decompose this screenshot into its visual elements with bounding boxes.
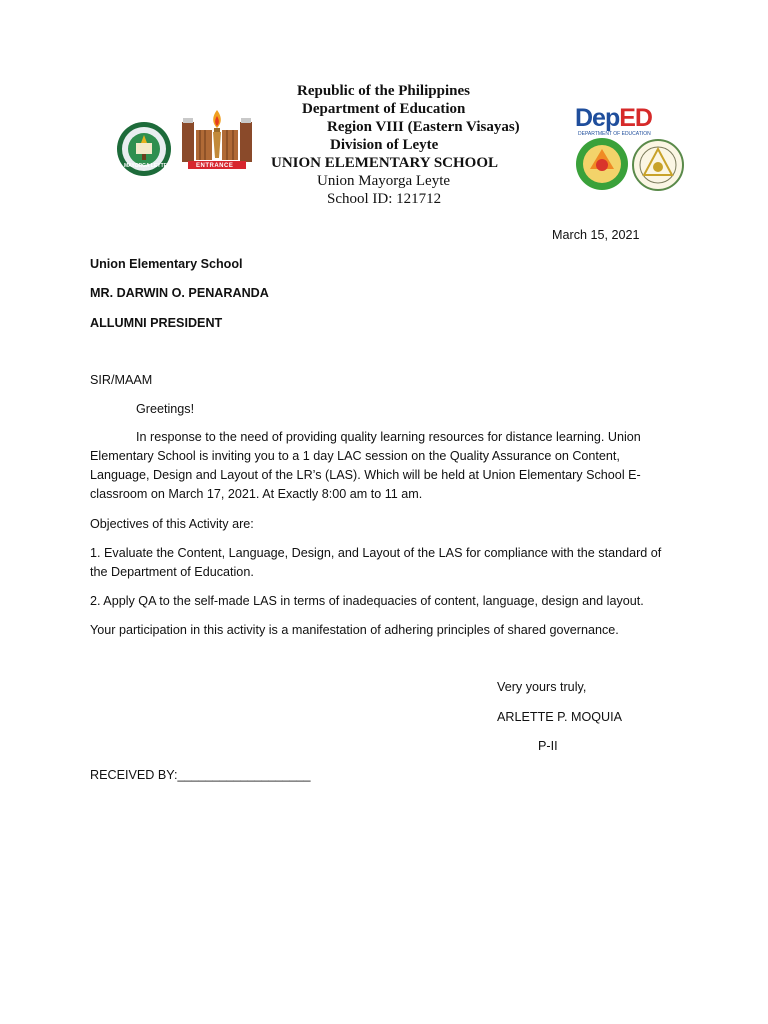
region-seal-logo bbox=[632, 139, 684, 191]
received-by-line: RECEIVED BY:___________________ bbox=[90, 768, 311, 782]
signature-position: P-II bbox=[538, 739, 558, 753]
header-region: Region VIII (Eastern Visayas) bbox=[327, 119, 520, 135]
entrance-sign-text: ENTRANCE bbox=[196, 163, 234, 169]
header-department: Department of Education bbox=[302, 101, 466, 117]
header-address: Union Mayorga Leyte bbox=[317, 173, 451, 189]
header-republic: Republic of the Philippines bbox=[297, 83, 470, 99]
header-school-id: School ID: 121712 bbox=[327, 191, 442, 207]
division-seal-logo bbox=[574, 137, 630, 191]
objective-2: 2. Apply QA to the self-made LAS in terms of inadequacies of content, language, design and layout. bbox=[90, 594, 644, 608]
deped-wordmark-ed: ED bbox=[619, 104, 652, 132]
entrance-gate-logo bbox=[180, 108, 254, 170]
objective-1: 1. Evaluate the Content, Language, Design, and Layout of the LAS for compliance with the standard of the Department of Education. bbox=[90, 546, 662, 579]
recipient-school: Union Elementary School bbox=[90, 257, 243, 271]
deped-wordmark-dep: Dep bbox=[575, 104, 620, 132]
paragraph-invitation: In response to the need of providing quality learning resources for distance learning. Union Elementary School is inviting you to a 1 day LAC session on the Quality Assurance on Content, Language, Design and Layout of the LR’s (LAS). Which will be held at Union Elementary School E-classroom on March 17, 2021. At Exactly 8:00 am to 11 am. bbox=[90, 430, 641, 501]
deped-tagline: DEPARTMENT OF EDUCATION bbox=[578, 131, 651, 137]
recipient-title: ALLUMNI PRESIDENT bbox=[90, 316, 223, 330]
closing-statement: Your participation in this activity is a manifestation of adhering principles of shared governance. bbox=[90, 623, 619, 637]
signature-closing: Very yours truly, bbox=[497, 680, 587, 694]
school-seal-text: MAYORGA LEYTE bbox=[124, 163, 167, 169]
header-school-name: UNION ELEMENTARY SCHOOL bbox=[271, 155, 498, 171]
letter-date: March 15, 2021 bbox=[552, 228, 640, 242]
objectives-heading: Objectives of this Activity are: bbox=[90, 517, 254, 531]
deped-wordmark bbox=[575, 104, 652, 133]
greeting: Greetings! bbox=[136, 402, 195, 416]
recipient-name: MR. DARWIN O. PENARANDA bbox=[90, 286, 269, 300]
salutation: SIR/MAAM bbox=[90, 373, 153, 387]
signature-name: ARLETTE P. MOQUIA bbox=[497, 710, 623, 724]
header-division: Division of Leyte bbox=[330, 137, 439, 153]
